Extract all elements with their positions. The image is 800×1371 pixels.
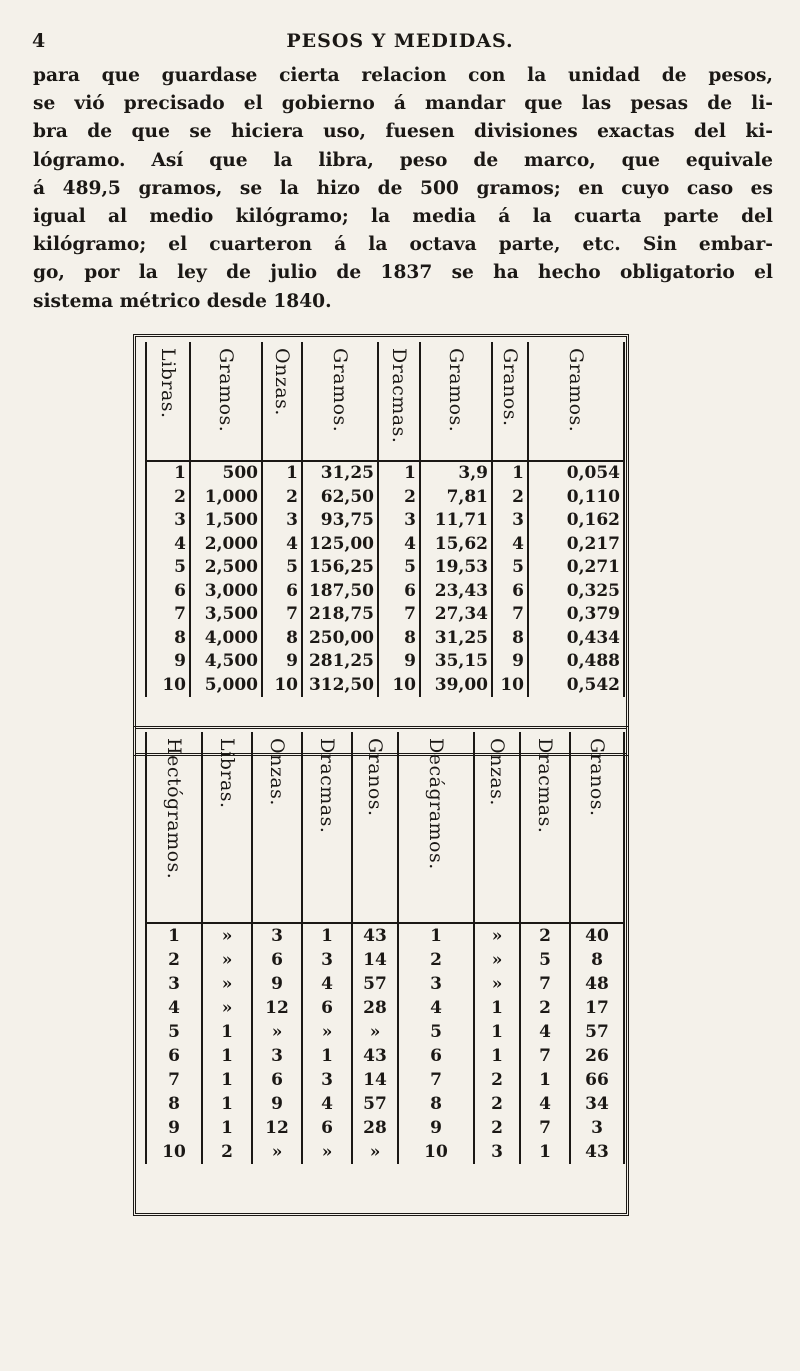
table-cell: 8 [492,627,528,651]
table-cell: 9 [252,1092,302,1116]
table-cell: 1 [202,1020,252,1044]
table-cell: 4,500 [190,650,262,674]
table-cell: 10 [398,1140,474,1164]
table-row [146,627,624,651]
table-row [146,674,624,698]
table-cell: 5 [262,556,302,580]
table-cell: 5 [492,556,528,580]
table-cell: 28 [352,1116,398,1140]
table-cell: 57 [352,972,398,996]
table-cell: 4 [492,533,528,557]
table-row [146,948,624,972]
paragraph-line: sistema métrico desde 1840. [33,290,332,312]
table-cell: 19,53 [420,556,492,580]
table-row [146,1116,624,1140]
table-row [146,1092,624,1116]
table-cell: 0,271 [528,556,624,580]
table-cell: 5 [146,556,190,580]
table-cell: » [352,1020,398,1044]
table-cell: » [202,948,252,972]
table-cell: 2,500 [190,556,262,580]
table-cell: 3 [570,1116,624,1140]
table2-body [146,923,624,1164]
table-cell: 39,00 [420,674,492,698]
table-cell: 8 [146,1092,202,1116]
table1-column-header [190,342,262,461]
table1-column-header [146,342,190,461]
table-cell: 0,488 [528,650,624,674]
table-cell: 1 [202,1068,252,1092]
table-cell: 43 [352,1044,398,1068]
table-row [146,461,624,486]
page-number: 4 [32,30,47,52]
table-cell: 2 [520,923,570,948]
table-cell: 156,25 [302,556,378,580]
table-cell: 9 [252,972,302,996]
table-cell: 1 [492,461,528,486]
table-cell: 4 [302,1092,352,1116]
table-cell: 66 [570,1068,624,1092]
table-cell: 4 [262,533,302,557]
table2-column-header [520,732,570,923]
table1-column-header-label: Gramos. [565,348,587,433]
table-cell: 2 [398,948,474,972]
table2-column-header [302,732,352,923]
table-cell: 0,542 [528,674,624,698]
table-cell: 2 [492,486,528,510]
table-cell: 62,50 [302,486,378,510]
table-cell: 8 [146,627,190,651]
table-cell: 2 [202,1140,252,1164]
table-cell: 12 [252,996,302,1020]
table-cell: 43 [352,923,398,948]
table-cell: 2,000 [190,533,262,557]
table1-header-row [146,342,624,461]
paragraph-line: para que guardase cierta relacion con la unidad de pesos, [33,65,773,86]
table2-column-header [146,732,202,923]
table2-column-header-label: Dracmas. [316,738,338,834]
table-cell: 6 [252,1068,302,1092]
table-cell: » [202,923,252,948]
table-cell: 26 [570,1044,624,1068]
table-cell: 4,000 [190,627,262,651]
table-cell: 1 [302,923,352,948]
paragraph-line: igual al medio kilógramo; la media á la cuarta parte del [33,206,773,228]
page-header [28,12,772,60]
table-cell: 93,75 [302,509,378,533]
table-cell: 14 [352,948,398,972]
table-cell: 14 [352,1068,398,1092]
table2-column-header [474,732,520,923]
table1-column-header [378,342,420,461]
table-cell: 500 [190,461,262,486]
paragraph-line: á 489,5 gramos, se la hizo de 500 gramos; en cuyo caso es [33,177,773,199]
table-cell: 48 [570,972,624,996]
table-row [146,996,624,1020]
table2-column-header-label: Dracmas. [534,738,556,834]
table-cell: 10 [378,674,420,698]
page-title: PESOS Y MEDIDAS. [286,30,514,52]
table-cell: 5 [378,556,420,580]
table-cell: 31,25 [302,461,378,486]
table-cell: 7 [520,1044,570,1068]
table-cell: 4 [520,1020,570,1044]
table1-column-header [492,342,528,461]
table-cell: 9 [146,1116,202,1140]
table-cell: 0,054 [528,461,624,486]
table-cell: 10 [146,1140,202,1164]
table-cell: 4 [146,533,190,557]
table-cell: 3,000 [190,580,262,604]
table-cell: 5 [146,1020,202,1044]
table-cell: 1 [262,461,302,486]
table-cell: 1 [202,1116,252,1140]
table-cell: 5 [398,1020,474,1044]
table-cell: 9 [492,650,528,674]
table-row [146,580,624,604]
table-cell: » [202,996,252,1020]
table-row [146,556,624,580]
table2-column-header-label: Libras. [216,738,238,809]
paragraph-line: go, por la ley de julio de 1837 se ha hecho obligatorio el [33,262,773,284]
table1-body [146,461,624,697]
table-cell: 9 [146,650,190,674]
table-row [146,650,624,674]
table-row [146,1020,624,1044]
conversion-table-2 [145,732,625,1164]
table2-column-header [202,732,252,923]
table-cell: 10 [146,674,190,698]
table1-column-header-label: Granos. [499,348,521,427]
table-cell: 15,62 [420,533,492,557]
table1-column-header [528,342,624,461]
table-cell: 8 [570,948,624,972]
table-cell: 3,500 [190,603,262,627]
table-cell: 2 [146,948,202,972]
table-cell: 2 [474,1092,520,1116]
table-cell: 1 [146,923,202,948]
table-cell: 10 [262,674,302,698]
table-cell: 312,50 [302,674,378,698]
table2-column-header [570,732,624,923]
table-cell: 218,75 [302,603,378,627]
table2-column-header [398,732,474,923]
table-row [146,603,624,627]
table-cell: 3,9 [420,461,492,486]
table-cell: 7 [492,603,528,627]
table-cell: 1 [202,1044,252,1068]
table-cell: 4 [378,533,420,557]
paragraph-line: lógramo. Así que la libra, peso de marco, que equivale [33,149,773,171]
table-cell: » [474,948,520,972]
table-cell: 17 [570,996,624,1020]
table-cell: 3 [492,509,528,533]
table-cell: 4 [302,972,352,996]
table-cell: 0,217 [528,533,624,557]
table-cell: 3 [398,972,474,996]
table-cell: » [474,972,520,996]
table-cell: 7 [378,603,420,627]
table2-column-header-label: Onzas. [486,738,508,806]
table-row [146,533,624,557]
table-cell: 9 [262,650,302,674]
table1-column-header-label: Gramos. [445,348,467,433]
table-cell: 8 [378,627,420,651]
table1-column-header [420,342,492,461]
paragraph-line: kilógramo; el cuarteron á la octava parte, etc. Sin embar- [33,234,773,256]
table1-column-header-label: Gramos. [215,348,237,433]
table-cell: 6 [398,1044,474,1068]
table2-column-header-label: Granos. [586,738,608,817]
table-cell: 2 [378,486,420,510]
table2-column-header [352,732,398,923]
table-cell: 5,000 [190,674,262,698]
table-cell: 3 [252,1044,302,1068]
table-cell: 7 [398,1068,474,1092]
table-row [146,1140,624,1164]
table-cell: » [474,923,520,948]
table-cell: 3 [146,509,190,533]
table-cell: » [302,1020,352,1044]
table-cell: 11,71 [420,509,492,533]
table1-column-header [302,342,378,461]
table-cell: 43 [570,1140,624,1164]
table-row [146,1068,624,1092]
table-cell: 7 [146,603,190,627]
table-cell: 2 [474,1116,520,1140]
table-cell: 1 [520,1140,570,1164]
table-cell: 4 [146,996,202,1020]
table-cell: 6 [252,948,302,972]
table-cell: 1,000 [190,486,262,510]
table2-column-header-label: Hectógramos. [163,738,185,880]
table-cell: 125,00 [302,533,378,557]
table-cell: 0,162 [528,509,624,533]
table-cell: » [252,1140,302,1164]
table-cell: 6 [378,580,420,604]
table-cell: 10 [492,674,528,698]
table-cell: 3 [262,509,302,533]
table-cell: 1 [202,1092,252,1116]
table1-column-header [262,342,302,461]
conversion-table-1 [145,342,625,697]
table-cell: 2 [474,1068,520,1092]
table-cell: 9 [378,650,420,674]
table2-column-header-label: Onzas. [266,738,288,806]
table-cell: 187,50 [302,580,378,604]
table-row [146,486,624,510]
table-cell: 8 [398,1092,474,1116]
table-cell: 8 [262,627,302,651]
table-cell: 7 [520,1116,570,1140]
table-cell: 3 [252,923,302,948]
paragraph-line: se vió precisado el gobierno á mandar que las pesas de li- [33,93,773,115]
table-cell: 4 [398,996,474,1020]
table-cell: 0,379 [528,603,624,627]
table-cell: 2 [146,486,190,510]
table-cell: 1,500 [190,509,262,533]
table-cell: 3 [302,1068,352,1092]
table-cell: 6 [302,996,352,1020]
table-cell: 3 [378,509,420,533]
table-cell: 27,34 [420,603,492,627]
table-cell: » [302,1140,352,1164]
table-cell: 6 [146,1044,202,1068]
table-row [146,972,624,996]
table-cell: 1 [302,1044,352,1068]
table-cell: 1 [474,1020,520,1044]
table-cell: 9 [398,1116,474,1140]
table-cell: 0,110 [528,486,624,510]
table-cell: 6 [262,580,302,604]
table-cell: 40 [570,923,624,948]
body-paragraph [33,62,773,316]
table-cell: 31,25 [420,627,492,651]
table-cell: 23,43 [420,580,492,604]
table-cell: 57 [570,1020,624,1044]
table-cell: 7,81 [420,486,492,510]
table-cell: 12 [252,1116,302,1140]
table-row [146,509,624,533]
table-cell: 1 [474,1044,520,1068]
table-cell: » [352,1140,398,1164]
table-cell: 1 [398,923,474,948]
table-cell: » [252,1020,302,1044]
table2-header-row [146,732,624,923]
table-cell: 6 [146,580,190,604]
table-cell: 0,434 [528,627,624,651]
table-cell: 34 [570,1092,624,1116]
table-cell: 4 [520,1092,570,1116]
table-cell: 7 [262,603,302,627]
table-cell: 1 [520,1068,570,1092]
table-cell: 7 [520,972,570,996]
table-cell: 0,325 [528,580,624,604]
table2-column-header-label: Decágramos. [425,738,447,870]
table-cell: 3 [302,948,352,972]
table-cell: » [202,972,252,996]
table1-column-header-label: Gramos. [329,348,351,433]
table1-column-header-label: Libras. [157,348,179,419]
table-row [146,923,624,948]
table1-column-header-label: Onzas. [271,348,293,416]
table-cell: 2 [520,996,570,1020]
table-cell: 281,25 [302,650,378,674]
table-cell: 57 [352,1092,398,1116]
table-cell: 3 [146,972,202,996]
table-cell: 28 [352,996,398,1020]
table-cell: 35,15 [420,650,492,674]
table1-column-header-label: Dracmas. [388,348,410,444]
table-cell: 6 [302,1116,352,1140]
table-row [146,1044,624,1068]
table2-column-header [252,732,302,923]
table-cell: 250,00 [302,627,378,651]
table-cell: 7 [146,1068,202,1092]
table-cell: 1 [378,461,420,486]
table2-column-header-label: Granos. [364,738,386,817]
table-cell: 1 [474,996,520,1020]
paragraph-line: bra de que se hiciera uso, fuesen divisiones exactas del ki- [33,121,773,143]
table-cell: 2 [262,486,302,510]
table-cell: 3 [474,1140,520,1164]
table-cell: 1 [146,461,190,486]
table-cell: 6 [492,580,528,604]
table-cell: 5 [520,948,570,972]
